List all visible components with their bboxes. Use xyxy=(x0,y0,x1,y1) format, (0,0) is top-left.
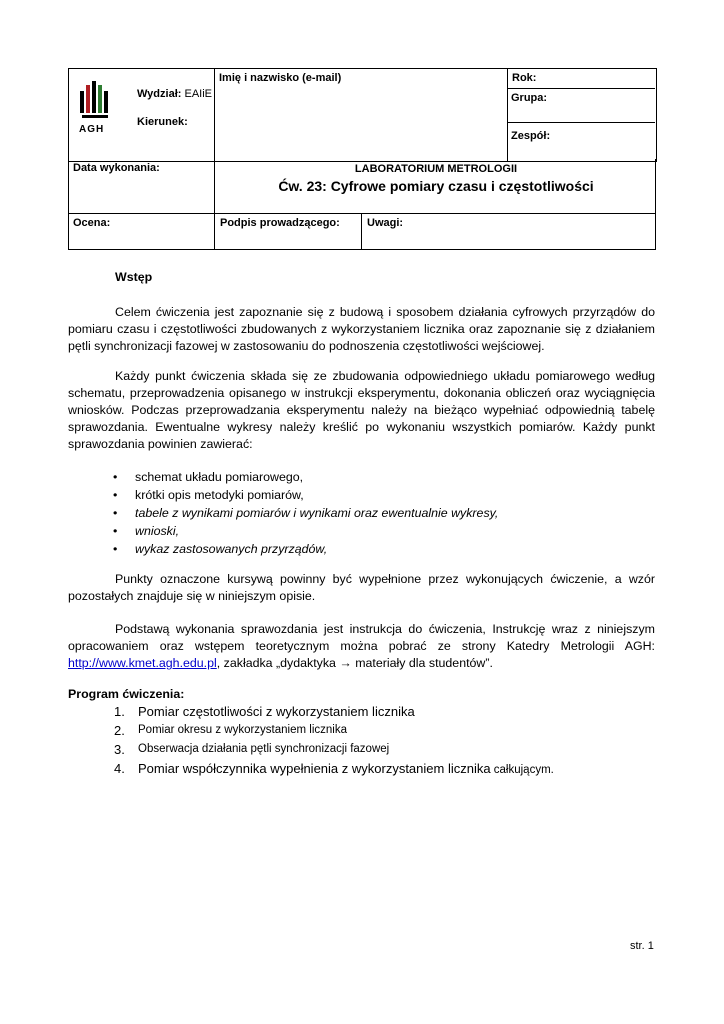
list-item xyxy=(114,721,554,740)
item-text: Pomiar współczynnika wypełnienia z wykorzystaniem licznika xyxy=(138,761,491,776)
item-number: 2. xyxy=(114,723,125,738)
list-item-text: krótki opis metodyki pomiarów, xyxy=(135,488,304,502)
signature-field[interactable] xyxy=(216,214,362,249)
list-item xyxy=(113,468,498,486)
intro-paragraph-1: Celem ćwiczenia jest zapoznanie się z budową i sposobem działania cyfrowych przyrządów do pomiaru czasu i częstotliwości zbudowanych z wykorzystaniem licznika oraz zapoznanie się z działaniem pętli synchronizacji fazowej w zastosowaniu do podnoszenia częstotliwości wejściowej. xyxy=(68,305,655,353)
grade-label: Ocena: xyxy=(73,217,111,229)
date-label: Data wykonania: xyxy=(73,162,160,174)
list-item xyxy=(114,759,554,780)
katedra-link[interactable]: http://www.kmet.agh.edu.pl xyxy=(68,656,217,670)
item-text: Pomiar okresu z wykorzystaniem licznika xyxy=(138,724,347,736)
bullet-icon: • xyxy=(113,524,118,538)
remarks-label: Uwagi: xyxy=(367,217,404,229)
faculty-label: Wydział: xyxy=(137,88,182,100)
major-label: Kierunek: xyxy=(137,116,188,128)
list-item xyxy=(113,486,498,504)
signature-label: Podpis prowadzącego: xyxy=(220,217,340,229)
item-text: Pomiar częstotliwości z wykorzystaniem licznika xyxy=(138,704,415,719)
name-label: Imię i nazwisko (e-mail) xyxy=(219,72,342,84)
list-item xyxy=(113,540,498,558)
list-item xyxy=(113,504,498,522)
list-item-text: wykaz zastosowanych przyrządów, xyxy=(135,542,328,556)
header-row-3 xyxy=(68,213,656,250)
bullet-icon: • xyxy=(113,506,118,520)
name-field[interactable] xyxy=(215,69,508,162)
paragraph-text: Podstawą wykonania sprawozdania jest instrukcja do ćwiczenia, Instrukcję wraz z niniejszym opracowaniem oraz wstępem teoretycznym można pobrać ze strony Katedry Metrologii AGH: xyxy=(68,622,655,653)
faculty-cell xyxy=(69,69,215,162)
list-item xyxy=(114,702,554,721)
list-item xyxy=(114,740,554,759)
team-label: Zespół: xyxy=(511,130,551,142)
bullet-icon: • xyxy=(113,542,118,556)
remarks-field[interactable] xyxy=(363,214,655,249)
item-number: 3. xyxy=(114,742,125,757)
bullet-icon: • xyxy=(113,470,118,484)
header-row-2 xyxy=(68,159,656,214)
intro-heading: Wstęp xyxy=(115,270,153,284)
intro-paragraph-4 xyxy=(68,621,655,672)
title-cell xyxy=(216,159,656,213)
item-text: Obserwacja działania pętli synchronizacji fazowej xyxy=(138,743,390,755)
exercise-title: Ćw. 23: Cyfrowe pomiary czasu i częstotliwości xyxy=(278,178,594,194)
item-number: 1. xyxy=(114,704,125,719)
paragraph-text: , zakładka „dydaktyka → materiały dla studentów”. xyxy=(216,656,493,670)
page-number: str. 1 xyxy=(630,940,654,952)
year-label: Rok: xyxy=(512,72,537,84)
group-label: Grupa: xyxy=(511,92,548,104)
list-item-text: tabele z wynikami pomiarów i wynikami oraz ewentualnie wykresy, xyxy=(135,506,499,520)
date-field[interactable] xyxy=(69,159,215,213)
item-number: 4. xyxy=(114,761,125,776)
faculty-field xyxy=(137,88,212,100)
team-field[interactable] xyxy=(507,122,655,158)
lab-title: LABORATORIUM METROLOGII xyxy=(354,163,518,175)
bullet-icon: • xyxy=(113,488,118,502)
group-field[interactable] xyxy=(507,88,655,122)
logo-text: AGH xyxy=(79,124,105,135)
list-item xyxy=(113,522,498,540)
intro-paragraph-3: Punkty oznaczone kursywą powinny być wypełnione przez wykonujących ćwiczenie, a wzór pozostałych znajduje się w niniejszym opisie. xyxy=(68,572,655,603)
list-item-text: wnioski, xyxy=(135,524,180,538)
list-item-text: schemat układu pomiarowego, xyxy=(135,470,304,484)
program-list xyxy=(114,702,554,780)
faculty-value: EAIiE xyxy=(184,88,212,100)
program-heading: Program ćwiczenia: xyxy=(68,687,185,701)
report-contents-list xyxy=(113,468,498,558)
item-text-tail: całkującym. xyxy=(490,764,554,776)
intro-paragraph-2: Każdy punkt ćwiczenia składa się ze zbudowania odpowiedniego układu pomiarowego według schematu, przeprowadzenia opisanego w instrukcji eksperymentu, dokonania obliczeń oraz wyciągnięcia wniosków. Podczas przeprowadzania eksperymentu należy na bieżąco wypełniać odpowiednią tabelę sprawozdania. Ewentualne wykresy należy kreślić po wykonaniu wszystkich pomiarów. Każdy punkt sprawozdania powinien zawierać: xyxy=(68,369,655,451)
grade-field[interactable] xyxy=(69,214,215,249)
